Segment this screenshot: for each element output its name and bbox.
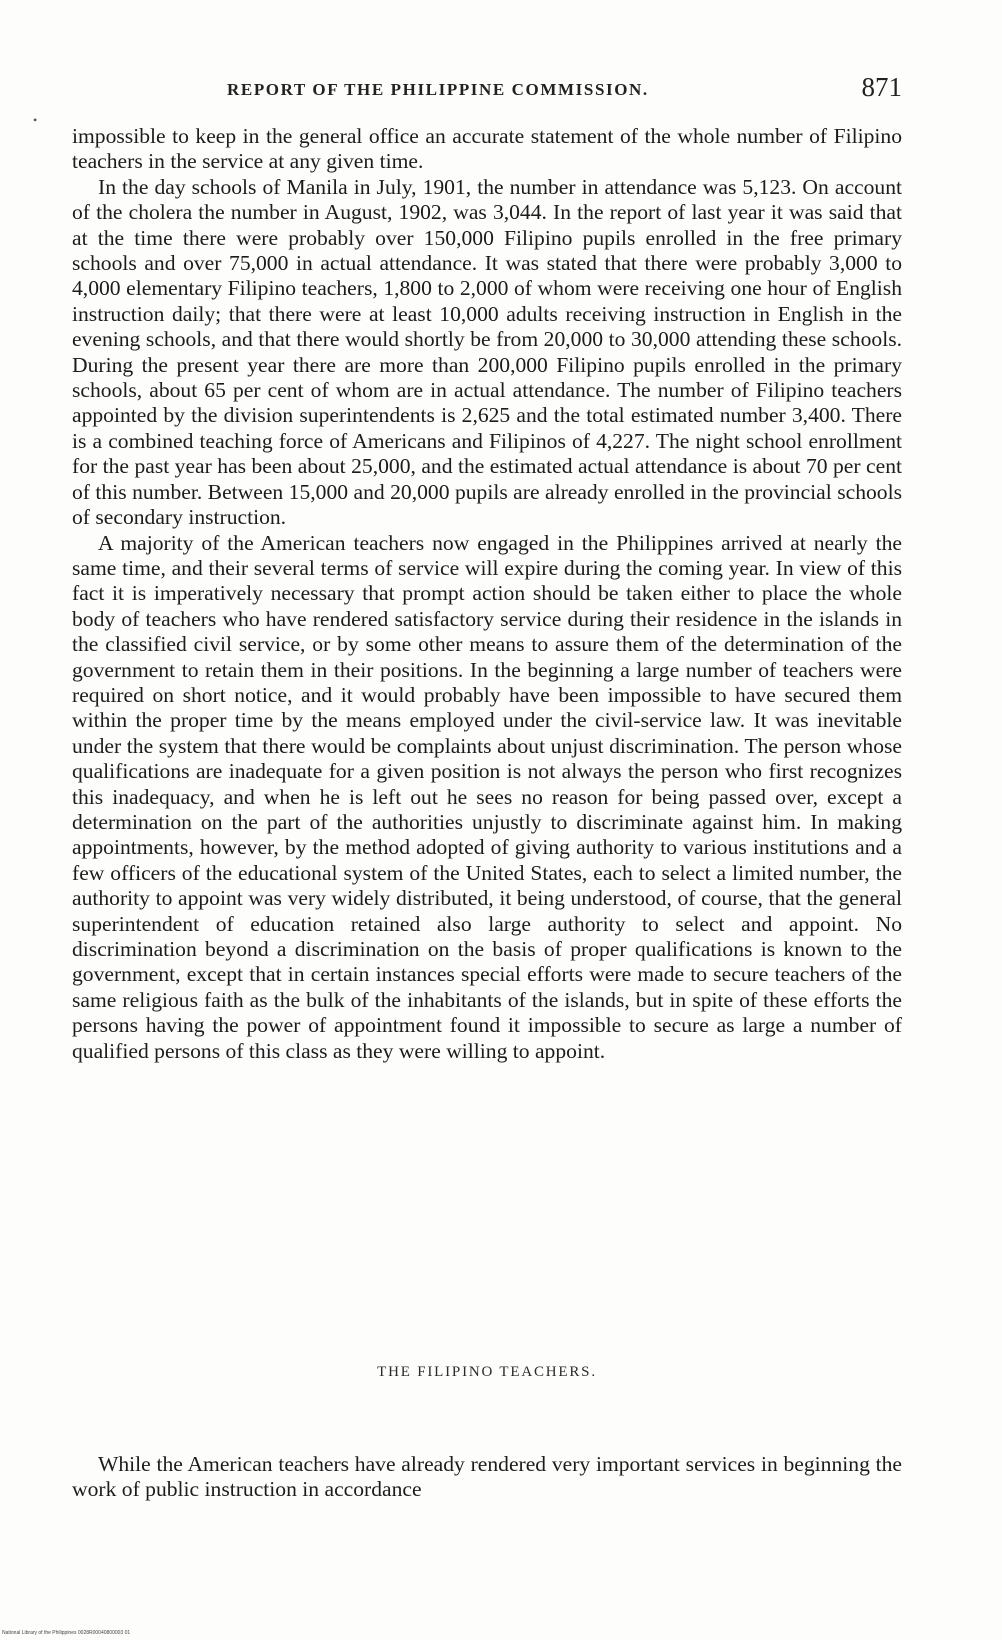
paragraph-3: A majority of the American teachers now engaged in the Philippines arrived at nearly the same time, and their several terms of service will expire during the coming year. In view of this fact it is imperatively necessary that prompt action should be taken either to place the whole body of teachers who have rendered satisfactory service during their residence in the islands in the classified civil service, or by some other means to assure them of the determination of the government to retain them in their positions. In the beginning a large number of teachers were required on short notice, and it would probably have been impossible to have secured them within the proper time by the means employed under the civil-service law. It was inevitable under the system that there would be complaints about unjust discrimination. The person whose qualifications are inadequate for a given position is not always the person who first recognizes this inadequacy, and when he is left out he sees no reason for being passed over, except a determination on the part of the authorities unjustly to discriminate against him. In making appointments, however, by the method adopted of giving authority to various institutions and a few officers of the educational system of the United States, each to select a limited number, the authority to appoint was very widely distributed, it being understood, of course, that the general superintendent of education retained also large authority to select and appoint. No discrimination beyond a discrimination on the basis of proper qualifications is known to the government, except that in certain instances special efforts were made to secure teachers of the same religious faith as the bulk of the inhabitants of the islands, but in spite of these efforts the persons having the power of appointment found it impossible to secure as large a number of qualified persons of this class as they were willing to appoint. xyxy=(72,530,902,1063)
paragraph-2: In the day schools of Manila in July, 1901, the number in attendance was 5,123. On account of the cholera the number in August, 1902, was 3,044. In the report of last year it was said that at the time there were probably over 150,000 Filipino pupils enrolled in the free primary schools and over 75,000 in actual attendance. It was stated that there were probably 3,000 to 4,000 elementary Filipino teachers, 1,800 to 2,000 of whom were receiving one hour of English instruction daily; that there were at least 10,000 adults receiving instruction in English in the evening schools, and that there would shortly be from 20,000 to 30,000 attending these schools. During the present year there are more than 200,000 Filipino pupils enrolled in the primary schools, about 65 per cent of whom are in actual attendance. The number of Filipino teachers appointed by the division superintendents is 2,625 and the total estimated number 3,400. There is a combined teaching force of Americans and Filipinos of 4,227. The night school enrollment for the past year has been about 25,000, and the estimated actual attendance is about 70 per cent of this number. Between 15,000 and 20,000 pupils are already enrolled in the provincial schools of secondary instruction. xyxy=(72,174,902,530)
page-number: 871 xyxy=(861,72,902,102)
section-paragraph: While the American teachers have already rendered very important services in beginning the work of public instruction in accordance xyxy=(72,1452,902,1502)
section-body-text xyxy=(72,1452,902,1503)
running-head xyxy=(72,72,904,104)
running-title: REPORT OF THE PHILIPPINE COMMISSION. xyxy=(227,80,649,99)
stray-mark: • xyxy=(33,113,38,127)
body-text xyxy=(72,124,902,1064)
footer-credit: National Library of the Philippines 0028R00040800003 01 xyxy=(2,1630,131,1636)
paragraph-1: impossible to keep in the general office an accurate statement of the whole number of Filipino teachers in the service at any given time. xyxy=(72,124,902,174)
section-heading: THE FILIPINO TEACHERS. xyxy=(377,1364,597,1380)
